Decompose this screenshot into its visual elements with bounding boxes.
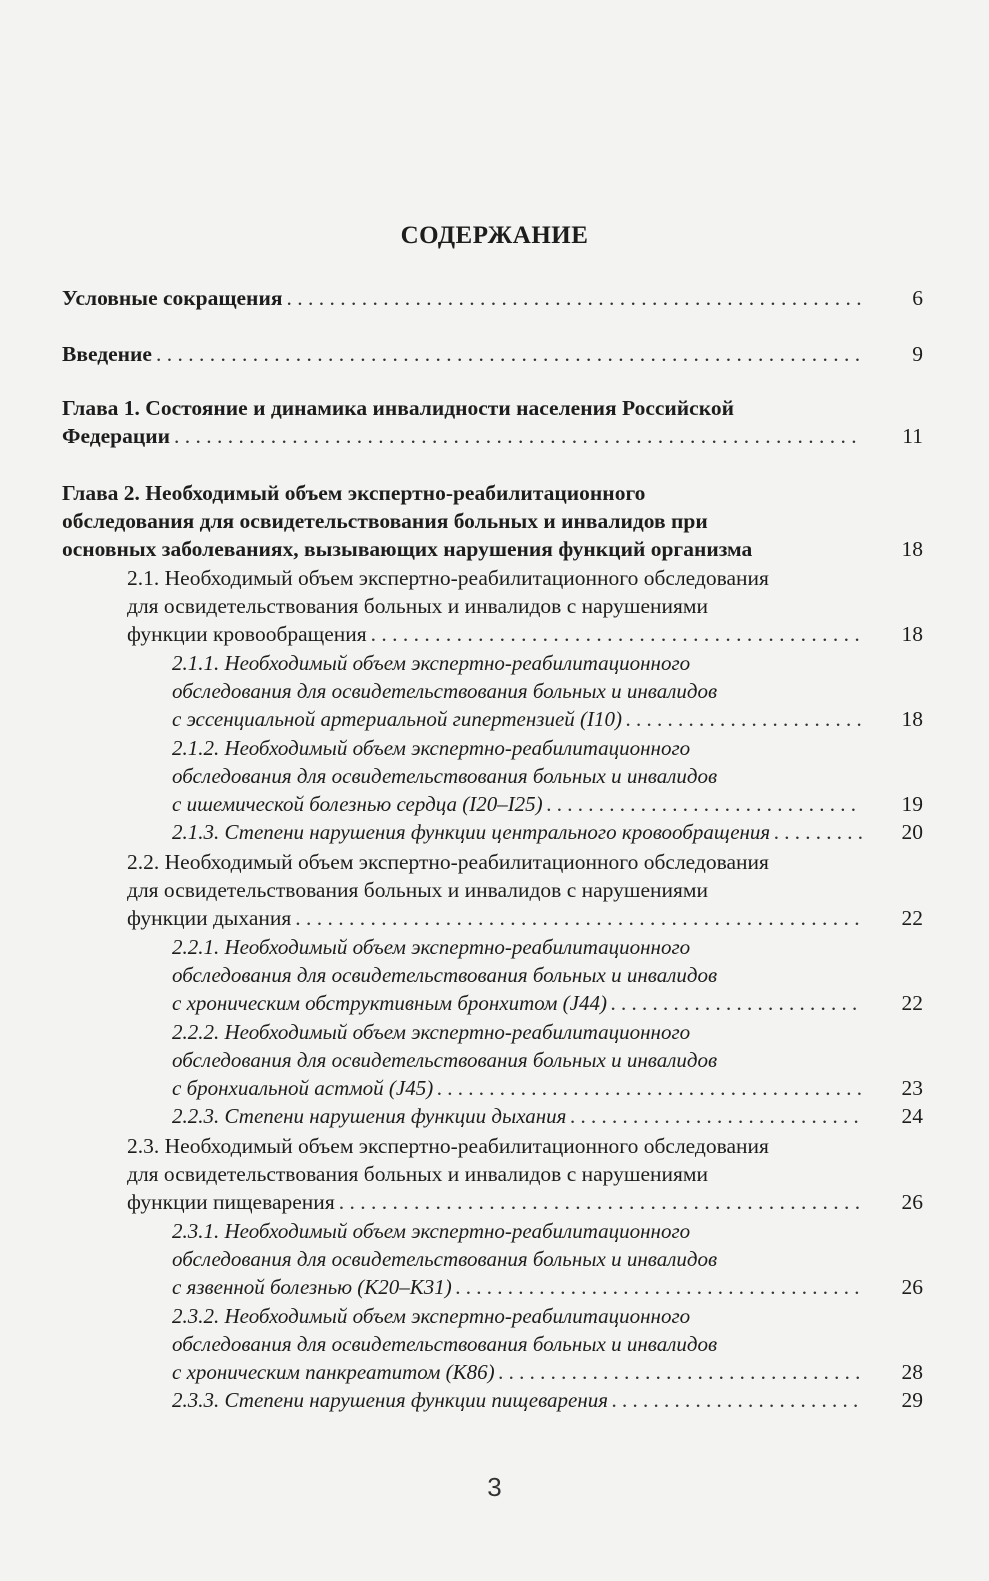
toc-line	[127, 904, 868, 932]
toc-line	[172, 705, 868, 733]
toc-line	[62, 507, 708, 535]
toc-line	[172, 1273, 868, 1301]
toc-line	[172, 989, 868, 1017]
toc-entry-text: 2.3.3. Степени нарушения функции пищеварения	[172, 1388, 609, 1412]
toc-line	[172, 1046, 717, 1074]
toc-entry-text: с хроническим панкреатитом (K86)	[172, 1360, 495, 1384]
toc-page-number: 23	[901, 1076, 923, 1100]
toc-entry-text: с эссенциальной артериальной гипертензией (I10)	[172, 707, 623, 731]
toc-line	[172, 1217, 690, 1245]
toc-entry-text: обследования для освидетельствования больных и инвалидов	[172, 1048, 718, 1072]
toc-entry-text: 2.3.2. Необходимый объем экспертно-реабилитационного	[172, 1304, 691, 1328]
toc-entry-text: Условные сокращения	[62, 286, 283, 310]
leader-dots	[156, 340, 862, 368]
toc-line	[127, 1188, 868, 1216]
leader-dots	[437, 1074, 862, 1102]
toc-line	[127, 876, 708, 904]
toc-line	[172, 1330, 717, 1358]
toc-line	[127, 1160, 708, 1188]
toc-entry-text: обследования для освидетельствования больных и инвалидов	[172, 1247, 718, 1271]
toc-entry-text: 2.1.3. Степени нарушения функции центрального кровообращения	[172, 820, 771, 844]
leader-dots	[339, 1188, 862, 1216]
toc-page-number: 18	[901, 622, 923, 646]
leader-dots	[547, 790, 862, 818]
toc-entry-text: функции кровообращения	[127, 622, 367, 646]
toc-line	[172, 762, 717, 790]
toc-line	[127, 848, 769, 876]
toc-entry-text: с ишемической болезнью сердца (I20–I25)	[172, 792, 543, 816]
toc-page-number: 9	[912, 342, 923, 366]
toc-line	[172, 1074, 868, 1102]
toc-line	[172, 933, 690, 961]
toc-line	[127, 592, 708, 620]
toc-line	[172, 649, 690, 677]
toc-entry-text: 2.1. Необходимый объем экспертно-реабилитационного обследования	[127, 566, 769, 590]
leader-dots	[626, 705, 862, 733]
toc-line	[127, 564, 769, 592]
leader-dots	[499, 1358, 862, 1386]
toc-page-number: 24	[901, 1104, 923, 1128]
toc-line	[172, 1018, 690, 1046]
toc-line	[172, 677, 717, 705]
toc-line	[172, 790, 868, 818]
toc-page-number: 18	[901, 537, 923, 561]
toc-page-number: 6	[912, 286, 923, 310]
toc-page-number: 19	[901, 792, 923, 816]
leader-dots	[456, 1273, 862, 1301]
leader-dots	[570, 1102, 862, 1130]
toc-line	[62, 340, 868, 368]
toc-line	[172, 1245, 717, 1273]
leader-dots	[612, 1386, 862, 1414]
toc-entry-text: для освидетельствования больных и инвалидов с нарушениями	[127, 878, 709, 902]
toc-entry-text: для освидетельствования больных и инвалидов с нарушениями	[127, 594, 709, 618]
toc-line	[172, 961, 717, 989]
toc-page-number: 22	[901, 906, 923, 930]
toc-entry-text: с язвенной болезнью (K20–K31)	[172, 1275, 452, 1299]
toc-entry-text: обследования для освидетельствования больных и инвалидов при	[62, 509, 708, 533]
toc-page-number: 20	[901, 820, 923, 844]
toc-entry-text: 2.1.2. Необходимый объем экспертно-реабилитационного	[172, 736, 691, 760]
toc-entry-text: с хроническим обструктивным бронхитом (J44)	[172, 991, 607, 1015]
toc-line	[62, 479, 645, 507]
toc-line	[62, 535, 752, 563]
toc-entry-text: основных заболеваниях, вызывающих нарушения функций организма	[62, 537, 753, 561]
toc-entry-text: 2.2.1. Необходимый объем экспертно-реабилитационного	[172, 935, 691, 959]
toc-line	[172, 734, 690, 762]
toc-entry-text: Глава 2. Необходимый объем экспертно-реабилитационного	[62, 481, 646, 505]
toc-line	[172, 1358, 868, 1386]
leader-dots	[174, 422, 862, 450]
toc-entry-text: обследования для освидетельствования больных и инвалидов	[172, 1332, 718, 1356]
toc-entry-text: обследования для освидетельствования больных и инвалидов	[172, 963, 718, 987]
toc-page-number: 29	[901, 1388, 923, 1412]
toc-entry-text: 2.3.1. Необходимый объем экспертно-реабилитационного	[172, 1219, 691, 1243]
toc-page-number: 18	[901, 707, 923, 731]
leader-dots	[774, 818, 862, 846]
toc-line	[62, 422, 868, 450]
toc-entry-text: обследования для освидетельствования больных и инвалидов	[172, 764, 718, 788]
leader-dots	[371, 620, 862, 648]
toc-page-number: 26	[901, 1275, 923, 1299]
toc-entry-text: функции пищеварения	[127, 1190, 335, 1214]
toc-entry-text: Введение	[62, 342, 152, 366]
toc-line	[172, 1386, 868, 1414]
leader-dots	[295, 904, 862, 932]
toc-line	[172, 1102, 868, 1130]
toc-line	[127, 620, 868, 648]
page-number: 3	[487, 1472, 502, 1502]
toc-entry-text: 2.2. Необходимый объем экспертно-реабилитационного обследования	[127, 850, 769, 874]
toc-entry-text: с бронхиальной астмой (J45)	[172, 1076, 434, 1100]
toc-line	[172, 1302, 690, 1330]
toc-entry-text: для освидетельствования больных и инвалидов с нарушениями	[127, 1162, 709, 1186]
toc-page-number: 26	[901, 1190, 923, 1214]
toc-line	[62, 394, 734, 422]
toc-entry-text: 2.1.1. Необходимый объем экспертно-реабилитационного	[172, 651, 691, 675]
toc-page-number: 28	[901, 1360, 923, 1384]
toc-entry-text: Глава 1. Состояние и динамика инвалидности населения Российской	[62, 396, 734, 420]
toc-page-number: 22	[901, 991, 923, 1015]
leader-dots	[286, 284, 862, 312]
toc-entry-text: функции дыхания	[127, 906, 292, 930]
toc-line	[127, 1132, 769, 1160]
toc-page-number: 11	[902, 424, 923, 448]
toc-line	[62, 284, 868, 312]
leader-dots	[611, 989, 862, 1017]
toc-line	[172, 818, 868, 846]
toc-entry-text: Федерации	[62, 424, 171, 448]
toc-entry-text: 2.3. Необходимый объем экспертно-реабилитационного обследования	[127, 1134, 769, 1158]
toc-entry-text: 2.2.3. Степени нарушения функции дыхания	[172, 1104, 567, 1128]
toc-entry-text: обследования для освидетельствования больных и инвалидов	[172, 679, 718, 703]
toc-entry-text: 2.2.2. Необходимый объем экспертно-реабилитационного	[172, 1020, 691, 1044]
page-title: СОДЕРЖАНИЕ	[400, 222, 589, 249]
